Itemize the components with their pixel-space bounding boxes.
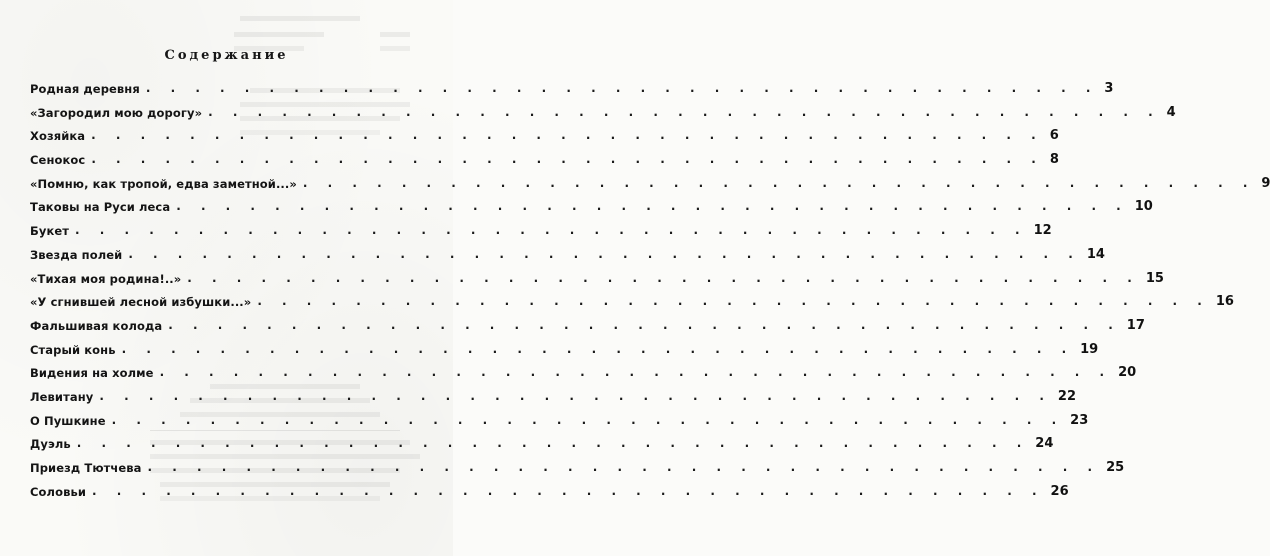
toc-entry-title: Букет [30,224,70,239]
toc-entry [30,80,1114,104]
toc-page-number: 26 [1050,483,1069,499]
toc-dot-leader: . . . . . . . . . . . . . . . . . . . . . . . . . . . . . . . . . . . . . . . [99,388,1052,403]
toc-page-number: 22 [1057,388,1076,404]
toc-entry [30,317,1145,341]
toc-dot-leader: . . . . . . . . . . . . . . . . . . . . . . . . . . . . . . . . . . . . . . . [257,294,1210,309]
toc-entry-title: «Тихая моя родина!..» [30,271,182,286]
toc-page-number: 23 [1070,412,1089,428]
toc-page-number: 16 [1215,294,1234,310]
toc-entry-title: Приезд Тютчева [30,461,142,475]
toc-dot-leader: . . . . . . . . . . . . . . . . . . . . . . . . . . . . . . . . . . . . . . . [128,246,1081,261]
toc-entry [30,364,1137,388]
toc-entry-title: О Пушкине [30,413,106,428]
toc-entry-title: Родная деревня [30,82,140,96]
toc-page-number: 12 [1033,223,1052,239]
toc-entry-title: «Загородил мою дорогу» [30,105,203,120]
toc-page-number: 10 [1134,199,1153,215]
toc-page-number: 4 [1166,104,1176,120]
toc-page-number: 8 [1049,152,1059,168]
toc-dot-leader: . . . . . . . . . . . . . . . . . . . . . . . . . . . . . . . . . . . . . . . [76,436,1030,451]
toc-entry [30,151,1059,175]
toc-entry [30,270,1164,294]
table-of-contents [30,80,1270,506]
toc-entry-title: Хозяйка [30,129,86,144]
toc-dot-leader: . . . . . . . . . . . . . . . . . . . . . . . . . . . . . . . . . . . . . . . [91,152,1044,167]
toc-entry-title: Таковы на Руси леса [30,200,171,215]
toc-page-number: 9 [1261,175,1270,191]
toc-page-number: 19 [1080,341,1099,357]
toc-page-number: 17 [1126,317,1145,333]
toc-page-number: 20 [1118,365,1137,381]
toc-entry [30,222,1052,246]
toc-entry-title: Соловьи [30,484,86,499]
toc-dot-leader: . . . . . . . . . . . . . . . . . . . . . . . . . . . . . . . . . . . . . . . [168,317,1121,332]
toc-entry-title: Звезда полей [30,247,123,262]
toc-entry-title: Старый конь [30,342,116,357]
bleed-through-texture [230,12,420,72]
toc-entry [30,127,1059,151]
toc-entry [30,435,1054,459]
toc-dot-leader: . . . . . . . . . . . . . . . . . . . . . . . . . . . . . . . . . . . . . . . [121,341,1075,356]
toc-page-number: 15 [1145,270,1164,286]
toc-dot-leader: . . . . . . . . . . . . . . . . . . . . . . . . . . . . . . . . . . . . . . . [187,270,1140,285]
toc-entry [30,459,1125,483]
toc-dot-leader: . . . . . . . . . . . . . . . . . . . . . . . . . . . . . . . . . . . . . . . [147,460,1101,474]
toc-page-number: 14 [1086,246,1105,262]
toc-entry [30,293,1234,317]
toc-page-number: 6 [1049,128,1059,144]
toc-dot-leader: . . . . . . . . . . . . . . . . . . . . . . . . . . . . . . . . . . . . . . . [302,175,1256,190]
toc-page-number: 24 [1035,436,1054,452]
toc-entry [30,175,1270,199]
toc-entry [30,341,1099,365]
toc-entry-title: Видения на холме [30,366,154,381]
toc-dot-leader: . . . . . . . . . . . . . . . . . . . . . . . . . . . . . . . . . . . . . . . [91,483,1045,498]
toc-entry [30,198,1153,222]
toc-entry [30,388,1076,412]
page-title: Содержание [164,48,289,63]
toc-dot-leader: . . . . . . . . . . . . . . . . . . . . . . . . . . . . . . . . . . . . . . . [91,128,1044,143]
toc-entry [30,104,1176,128]
toc-entry [30,483,1069,507]
toc-entry-title: Дуэль [30,437,71,452]
toc-dot-leader: . . . . . . . . . . . . . . . . . . . . . . . . . . . . . . . . . . . . . . . [111,412,1065,427]
toc-entry-title: Фальшивая колода [30,318,163,333]
toc-entry-title: Левитану [30,389,94,404]
toc-dot-leader: . . . . . . . . . . . . . . . . . . . . . . . . . . . . . . . . . . . . . . . [145,81,1099,95]
toc-dot-leader: . . . . . . . . . . . . . . . . . . . . . . . . . . . . . . . . . . . . . . . [159,365,1113,380]
toc-page-number: 25 [1106,460,1125,475]
bleed-through-lines [230,12,420,72]
toc-entry-title: Сенокос [30,153,86,168]
toc-entry-title: «Помню, как тропой, едва заметной...» [30,176,297,191]
toc-dot-leader: . . . . . . . . . . . . . . . . . . . . . . . . . . . . . . . . . . . . . . . [75,223,1028,238]
toc-entry [30,246,1105,270]
toc-dot-leader: . . . . . . . . . . . . . . . . . . . . . . . . . . . . . . . . . . . . . . . [176,199,1129,214]
toc-page-number: 3 [1104,81,1114,96]
toc-entry [30,412,1089,436]
toc-entry-title: «У сгнившей лесной избушки...» [30,295,252,310]
toc-dot-leader: . . . . . . . . . . . . . . . . . . . . . . . . . . . . . . . . . . . . . . . [208,104,1161,119]
